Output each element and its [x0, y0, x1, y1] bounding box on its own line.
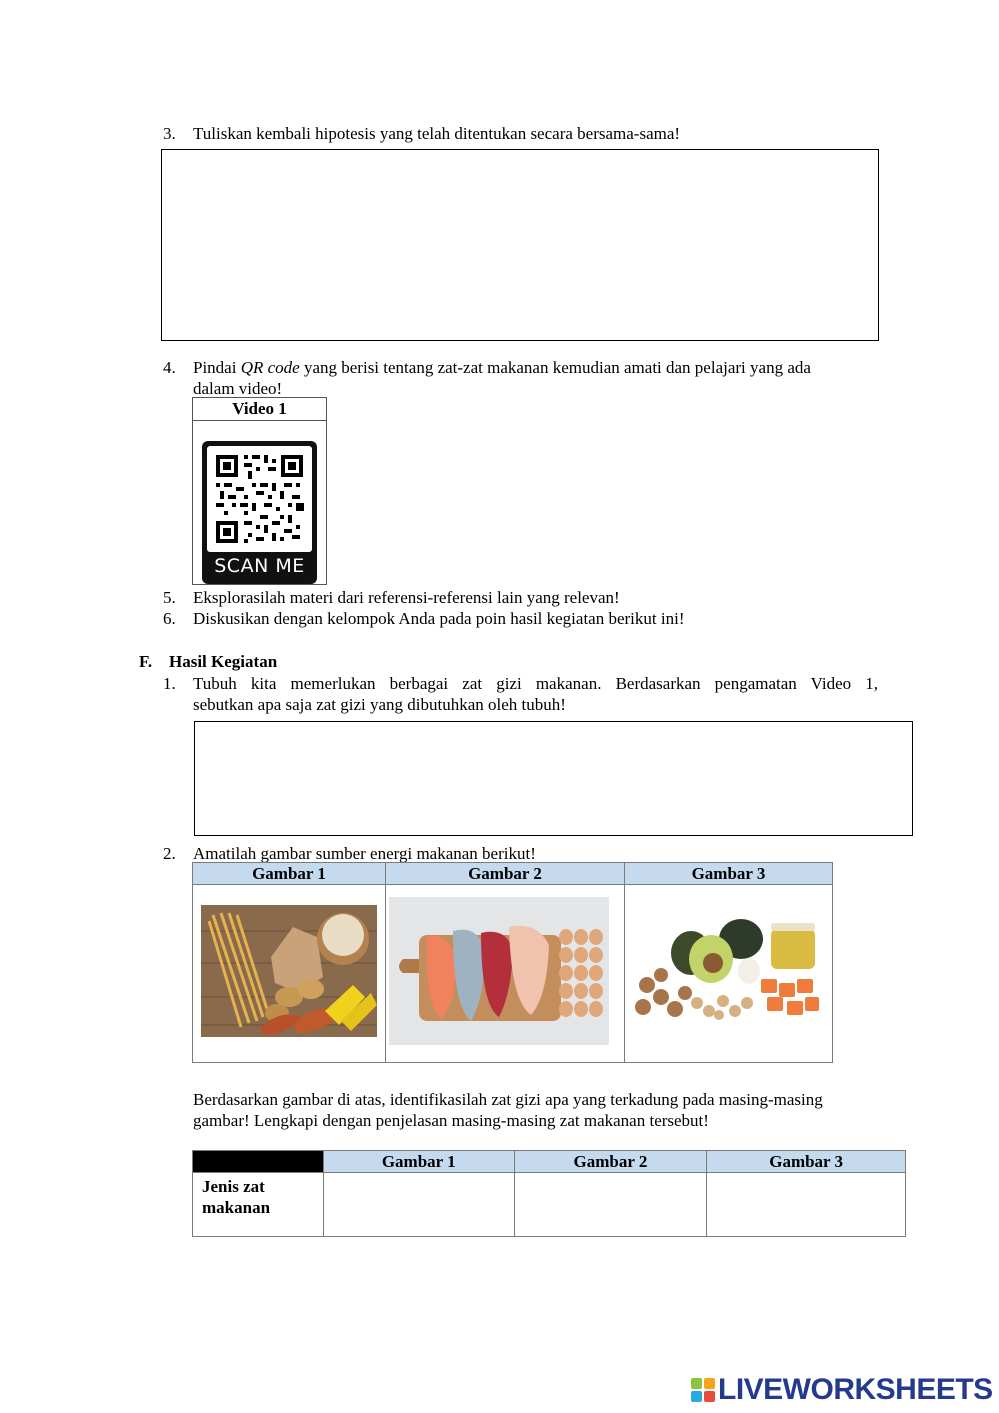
- liveworksheets-logo-icon: [690, 1377, 716, 1403]
- step6-text: Diskusikan dengan kelompok Anda pada poin hasil kegiatan berikut ini!: [193, 609, 685, 628]
- f1-line2: sebutkan apa saja zat gizi yang dibutuhkan oleh tubuh!: [193, 695, 566, 714]
- section-f-letter: F.: [139, 652, 153, 671]
- step4-number: 4.: [163, 358, 176, 377]
- step6-number: 6.: [163, 609, 176, 628]
- scan-me-label: SCAN ME: [214, 555, 305, 577]
- step3-text: Tuliskan kembali hipotesis yang telah ditentukan secara bersama-sama!: [193, 124, 681, 143]
- image-table-header-1: Gambar 1: [193, 863, 386, 885]
- image-table-header-2: Gambar 2: [386, 863, 625, 885]
- instruction-line2: gambar! Lengkapi dengan penjelasan masing-masing zat makanan tersebut!: [193, 1111, 709, 1130]
- qr-code-icon[interactable]: [202, 441, 317, 584]
- row-label-line2: makanan: [202, 1198, 271, 1217]
- section-f-title: Hasil Kegiatan: [169, 652, 278, 671]
- answer-cell-gambar-1[interactable]: [323, 1173, 514, 1237]
- result-table-header-2: Gambar 2: [514, 1151, 707, 1173]
- fat-foods-image: [631, 913, 823, 1025]
- video-table-header: Video 1: [193, 398, 326, 421]
- f2-number: 2.: [163, 844, 176, 863]
- answer-cell-gambar-2[interactable]: [514, 1173, 707, 1237]
- f1-number: 1.: [163, 674, 176, 693]
- f1-line1: Tubuh kita memerlukan berbagai zat gizi makanan. Berdasarkan pengamatan Video 1,: [193, 674, 878, 693]
- step4-text-part: Pindai: [193, 358, 241, 377]
- step4-text: [193, 357, 811, 378]
- step4-qr-code-term: QR code: [240, 358, 300, 377]
- step4-text-line2: dalam video!: [193, 379, 283, 398]
- result-table: [192, 1150, 906, 1237]
- protein-foods-image: [389, 897, 609, 1045]
- result-table-header-1: Gambar 1: [323, 1151, 514, 1173]
- instruction-line1: Berdasarkan gambar di atas, identifikasilah zat gizi apa yang terkadung pada masing-masing: [193, 1090, 823, 1109]
- image-table: [192, 862, 833, 1063]
- step5-text: Eksplorasilah materi dari referensi-referensi lain yang relevan!: [193, 588, 620, 607]
- liveworksheets-logo[interactable]: [690, 1372, 993, 1408]
- row-label-line1: Jenis zat: [202, 1177, 265, 1196]
- result-table-header-3: Gambar 3: [707, 1151, 906, 1173]
- result-row-label: [193, 1173, 324, 1237]
- step5-number: 5.: [163, 588, 176, 607]
- f2-text: Amatilah gambar sumber energi makanan berikut!: [193, 844, 536, 863]
- answer-cell-gambar-3[interactable]: [707, 1173, 906, 1237]
- image-table-header-3: Gambar 3: [625, 863, 833, 885]
- image-cell-1: [193, 885, 386, 1063]
- step3-number: 3.: [163, 124, 176, 143]
- result-table-corner: [193, 1151, 324, 1173]
- video-table: [192, 397, 327, 585]
- carbohydrate-foods-image: [201, 905, 377, 1037]
- step4-text-part: yang berisi tentang zat-zat makanan kemudian amati dan pelajari yang ada: [299, 358, 811, 377]
- liveworksheets-logo-text: LIVEWORKSHEETS: [718, 1373, 993, 1406]
- image-cell-3: [625, 885, 833, 1063]
- nutrients-answer-box[interactable]: [194, 721, 913, 836]
- image-cell-2: [386, 885, 625, 1063]
- hypothesis-answer-box[interactable]: [161, 149, 879, 341]
